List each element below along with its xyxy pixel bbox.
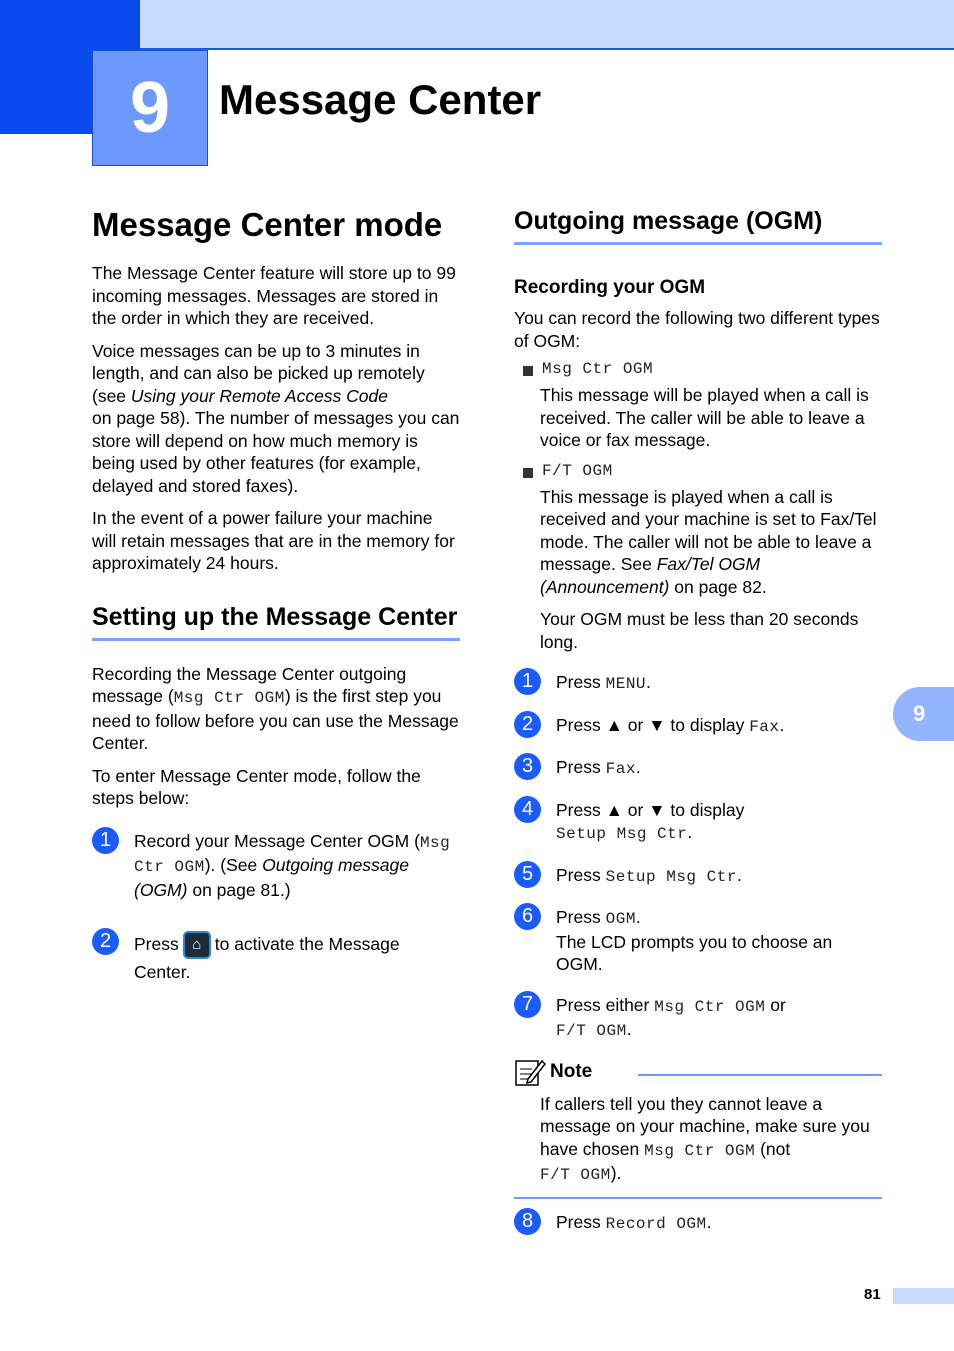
step-4: 4 Press ▲ or ▼ to display Setup Msg Ctr.	[514, 799, 882, 846]
cross-reference: Using your Remote Access Code	[130, 385, 389, 406]
paragraph: In the event of a power failure your machine will retain messages that are in the memory for approximately 24 hours.	[92, 508, 455, 573]
note-box	[514, 1057, 882, 1199]
left-column	[92, 206, 460, 986]
page-footer-bar	[893, 1288, 954, 1304]
section-heading-ogm: Outgoing message (OGM)	[514, 206, 882, 245]
step-number: 2	[92, 928, 119, 955]
chapter-side-tab: 9	[893, 687, 954, 741]
step-text: Record your Message Center OGM (Msg Ctr OGM). (See Outgoing message (OGM) on page 81.)	[134, 830, 451, 900]
step-8: 8 Press Record OGM.	[514, 1211, 882, 1236]
page-number: 81	[864, 1286, 881, 1303]
home-message-icon: ⌂	[183, 931, 211, 959]
note-text: If callers tell you they cannot leave a message on your machine, make sure you have chosen Msg Ctr OGM (not F/T OGM).	[540, 1093, 870, 1184]
limit-note: Your OGM must be less than 20 seconds long.	[540, 609, 859, 652]
bullet-description: This message is played when a call is received and your machine is set to Fax/Tel mode. The caller will not be able to leave a message. See Fax/Tel OGM (Announcement) on page 82.	[540, 486, 877, 597]
section-heading-setup: Setting up the Message Center	[92, 602, 460, 641]
right-column	[514, 206, 882, 1235]
paragraph: Voice messages can be up to 3 minutes in length, and can also be picked up remotely (see Using your Remote Access Code on page 58). The number of messages you can store will depend on how much memory is being used by other features (for example, delayed and stored faxes).	[92, 340, 460, 496]
step-6: 6 Press OGM. The LCD prompts you to choose an OGM.	[514, 906, 882, 976]
step-7: 7 Press either Msg Ctr OGM or F/T OGM.	[514, 994, 882, 1043]
note-rule	[638, 1074, 882, 1076]
bullet-description: This message will be played when a call is received. The caller will be able to leave a voice or fax message.	[540, 385, 869, 450]
step-2: 2 Press ▲ or ▼ to display Fax.	[514, 714, 882, 739]
step-1	[92, 830, 460, 902]
bullet-square-icon	[523, 366, 533, 376]
paragraph: The Message Center feature will store up to 99 incoming messages. Messages are stored in the order in which they are received.	[92, 263, 456, 328]
sub-heading: Recording your OGM	[514, 277, 706, 298]
paragraph: To enter Message Center mode, follow the steps below:	[92, 765, 421, 808]
section-heading-mode: Message Center mode	[92, 206, 443, 243]
bullet-item: Msg Ctr OGM	[514, 360, 882, 378]
step-3: 3 Press Fax.	[514, 756, 882, 781]
step-text: Press ⌂ to activate the Message Center.	[134, 931, 460, 986]
paragraph: Recording the Message Center outgoing message (Msg Ctr OGM) is the first step you need to follow before you can use the Message Center.	[92, 663, 459, 753]
chapter-title: Message Center	[219, 76, 542, 123]
step-2	[92, 931, 460, 986]
note-header	[514, 1057, 882, 1087]
note-title: Note	[550, 1060, 593, 1082]
note-pencil-icon	[514, 1057, 546, 1087]
step-1: 1 Press MENU.	[514, 671, 882, 696]
note-bottom-rule	[514, 1197, 882, 1199]
bullet-square-icon	[523, 468, 533, 478]
bullet-item: F/T OGM	[514, 462, 882, 480]
step-number: 1	[92, 827, 119, 854]
header-band	[0, 0, 954, 50]
paragraph: You can record the following two different types of OGM:	[514, 308, 880, 351]
chapter-number: 9	[92, 50, 208, 166]
step-5: 5 Press Setup Msg Ctr.	[514, 864, 882, 889]
